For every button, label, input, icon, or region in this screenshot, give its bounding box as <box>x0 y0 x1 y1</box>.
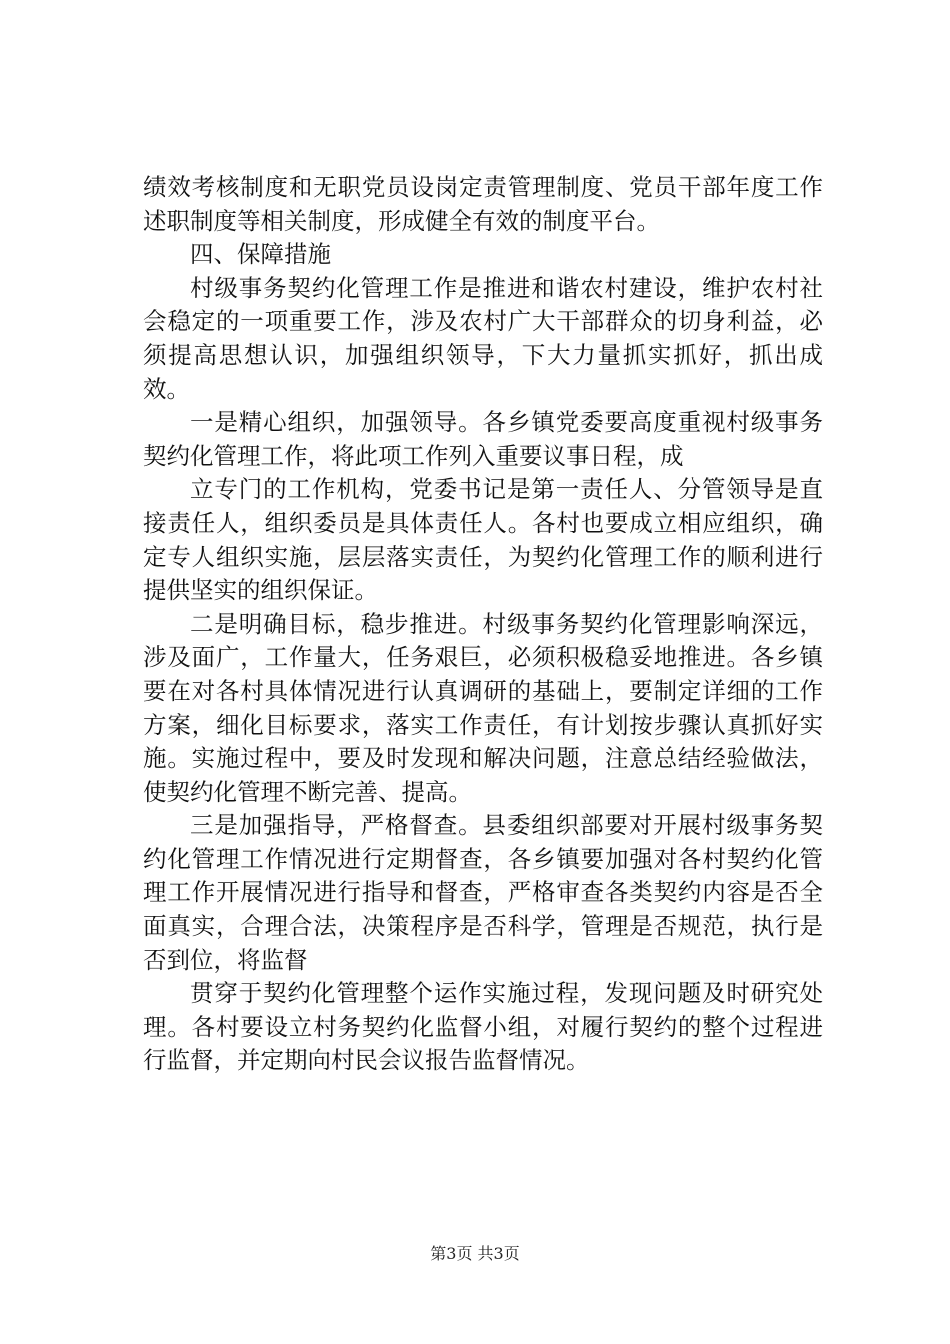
paragraph-4: 一是精心组织，加强领导。各乡镇党委要高度重视村级事务契约化管理工作，将此项工作列入重要议事日程，成 <box>143 408 823 470</box>
paragraph-6: 二是明确目标，稳步推进。村级事务契约化管理影响深远，涉及面广，工作量大，任务艰巨，必须积极稳妥地推进。各乡镇要在对各村具体情况进行认真调研的基础上，要制定详细的工作方案，细化目标要求，落实工作责任，有计划按步骤认真抓好实施。实施过程中，要及时发现和解决问题，注意总结经验做法，使契约化管理不断完善、提高。 <box>143 609 823 806</box>
paragraph-1: 绩效考核制度和无职党员设岗定责管理制度、党员干部年度工作述职制度等相关制度，形成健全有效的制度平台。 <box>143 173 823 235</box>
document-body <box>143 171 823 1078</box>
paragraph-5: 立专门的工作机构，党委书记是第一责任人、分管领导是直接责任人，组织委员是具体责任人。各村也要成立相应组织，确定专人组织实施，层层落实责任，为契约化管理工作的顺利进行提供坚实的组织保证。 <box>143 475 823 605</box>
paragraph-8: 贯穿于契约化管理整个运作实施过程，发现问题及时研究处理。各村要设立村务契约化监督小组，对履行契约的整个过程进行监督，并定期向村民会议报告监督情况。 <box>143 979 823 1075</box>
paragraph-7: 三是加强指导，严格督查。县委组织部要对开展村级事务契约化管理工作情况进行定期督查，各乡镇要加强对各村契约化管理工作开展情况进行指导和督查，严格审查各类契约内容是否全面真实，合理合法，决策程序是否科学，管理是否规范，执行是否到位，将监督 <box>143 811 823 974</box>
paragraph-3: 村级事务契约化管理工作是推进和谐农村建设，维护农村社会稳定的一项重要工作，涉及农村广大干部群众的切身利益，必须提高思想认识，加强组织领导，下大力量抓实抓好，抓出成效。 <box>143 273 823 403</box>
section-heading: 四、保障措施 <box>190 240 331 269</box>
page-footer: 第3页 共3页 <box>430 1244 520 1263</box>
